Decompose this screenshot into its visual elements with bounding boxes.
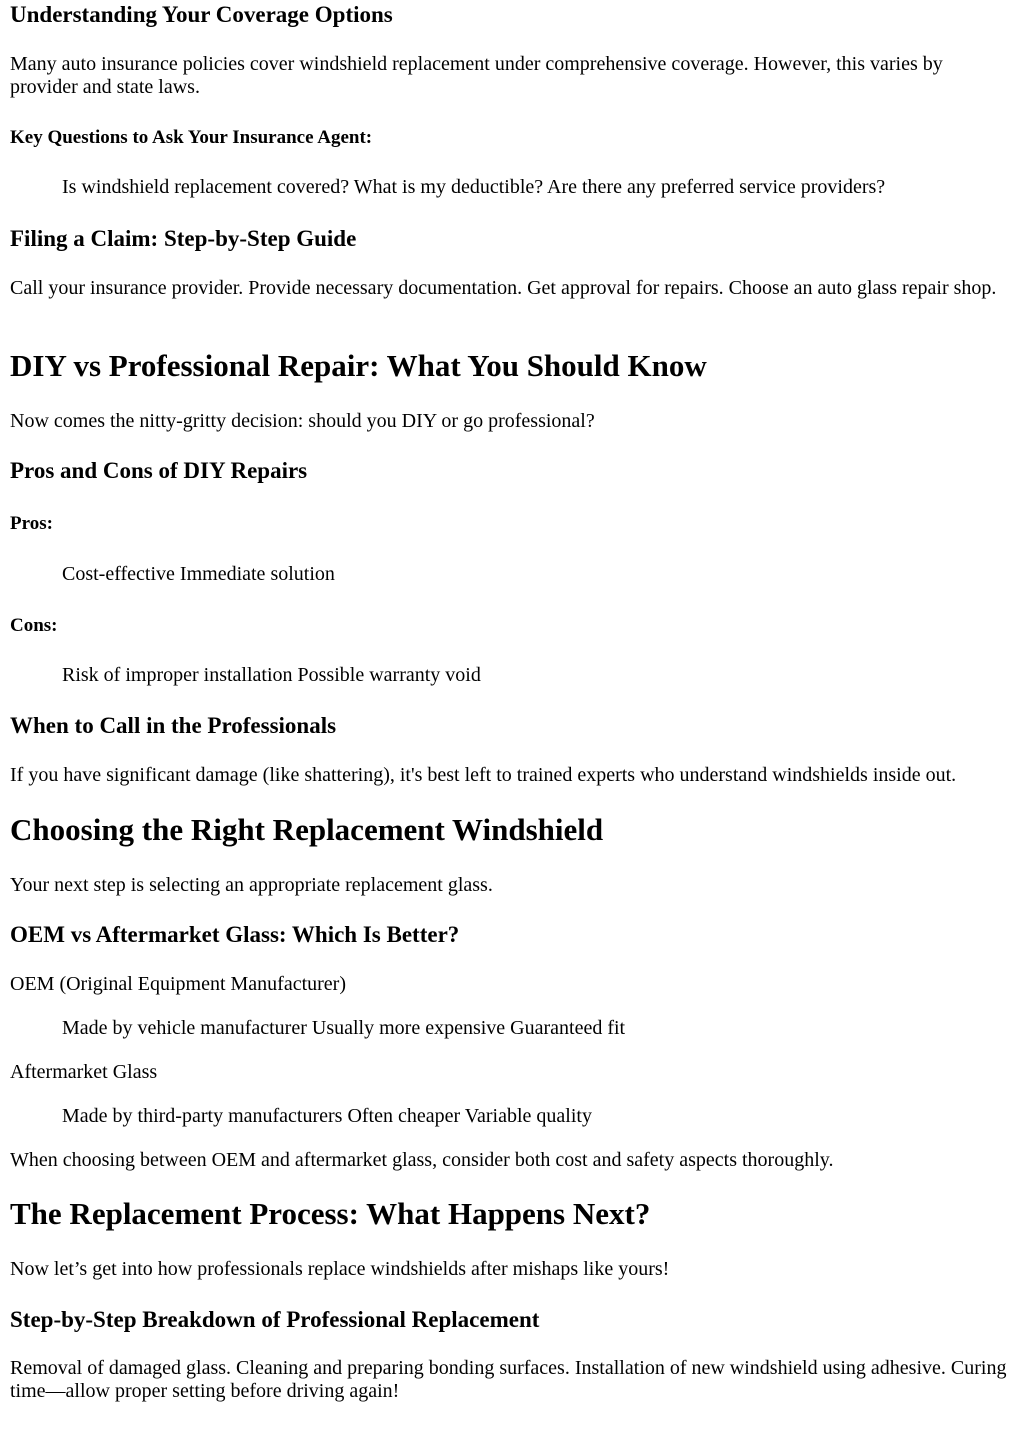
pros-label: Pros: — [10, 513, 53, 534]
choosing-heading: Choosing the Right Replacement Windshield — [10, 812, 604, 847]
professionals-heading: When to Call in the Professionals — [10, 713, 337, 738]
professionals-text: If you have significant damage (like shattering), it's best left to trained experts who understand windshields inside out. — [10, 764, 957, 786]
oem-vs-aftermarket-heading: OEM vs Aftermarket Glass: Which Is Better? — [10, 922, 460, 947]
cons-list: Risk of improper installation Possible warranty void — [62, 664, 481, 686]
diy-heading: DIY vs Professional Repair: What You Should Know — [10, 348, 707, 383]
breakdown-text: Removal of damaged glass. Cleaning and preparing bonding surfaces. Installation of new windshield using adhesive. Curing time—allow proper setting before driving again! — [10, 1357, 1007, 1402]
cons-label: Cons: — [10, 615, 58, 636]
pros-cons-heading: Pros and Cons of DIY Repairs — [10, 458, 308, 483]
claim-steps: Call your insurance provider. Provide necessary documentation. Get approval for repairs. Choose an auto glass repair shop. — [10, 277, 997, 299]
claim-heading: Filing a Claim: Step-by-Step Guide — [10, 226, 357, 251]
questions-list: Is windshield replacement covered? What is my deductible? Are there any preferred service providers? — [62, 176, 886, 198]
questions-heading: Key Questions to Ask Your Insurance Agent: — [10, 127, 373, 148]
breakdown-heading: Step-by-Step Breakdown of Professional Replacement — [10, 1307, 540, 1332]
process-intro: Now let’s get into how professionals replace windshields after mishaps like yours! — [10, 1258, 670, 1280]
diy-intro: Now comes the nitty-gritty decision: should you DIY or go professional? — [10, 410, 595, 432]
process-heading: The Replacement Process: What Happens Next? — [10, 1196, 651, 1231]
coverage-heading: Understanding Your Coverage Options — [10, 2, 393, 27]
aftermarket-points: Made by third-party manufacturers Often cheaper Variable quality — [62, 1105, 592, 1127]
oem-label: OEM (Original Equipment Manufacturer) — [10, 973, 347, 995]
oem-points: Made by vehicle manufacturer Usually more expensive Guaranteed fit — [62, 1017, 626, 1039]
pros-list: Cost-effective Immediate solution — [62, 563, 335, 585]
choosing-conclusion: When choosing between OEM and aftermarket glass, consider both cost and safety aspects thoroughly. — [10, 1149, 834, 1171]
coverage-intro: Many auto insurance policies cover windshield replacement under comprehensive coverage. However, this varies by provider and state laws. — [10, 53, 943, 98]
aftermarket-label: Aftermarket Glass — [10, 1061, 158, 1083]
choosing-intro: Your next step is selecting an appropriate replacement glass. — [10, 874, 493, 896]
